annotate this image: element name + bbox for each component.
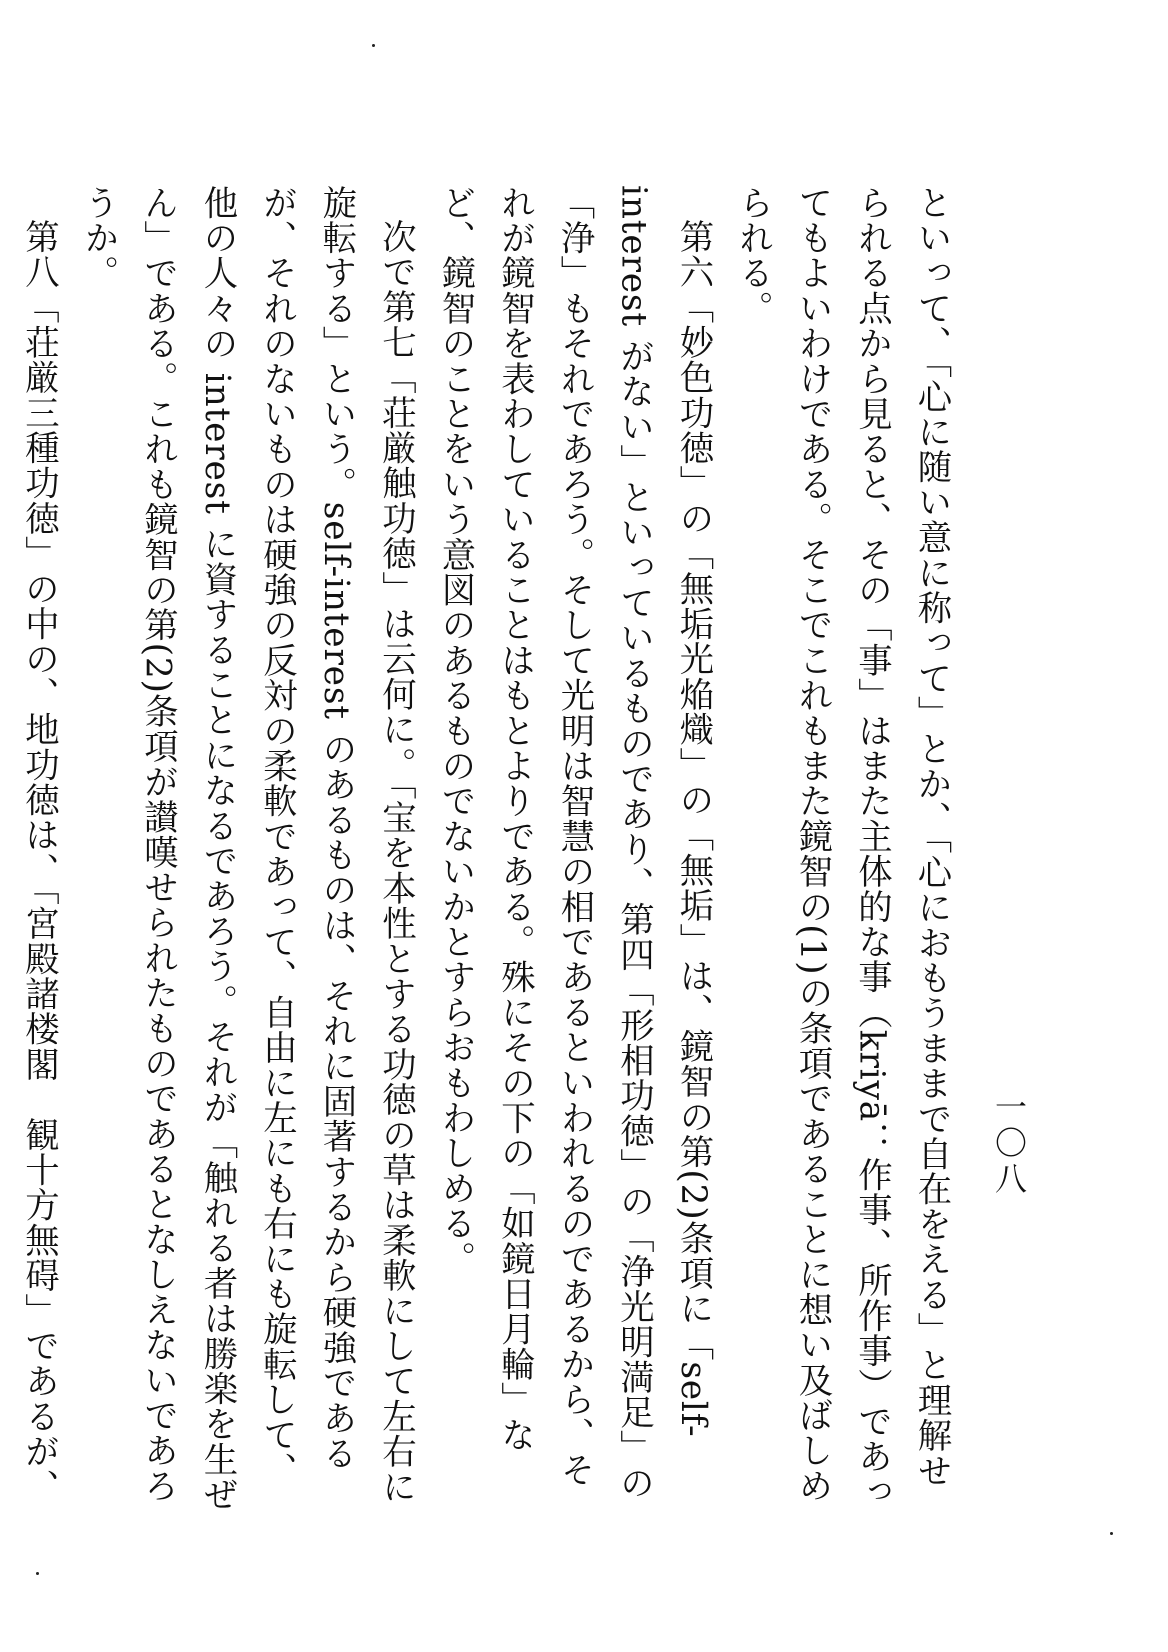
body-text [18,185,960,1515]
scan-speck-left [36,1572,39,1575]
paragraph-2: 第六「妙色功徳」の「無垢光焔熾」の「無垢」は、鏡智の第(2)条項に「self-interest がない」といっているものであり、第四「形相功徳」の「浄光明満足」の「浄」もそれであろう。そして光明は智慧の相であるといわれるのであるから、それが鏡智を表わしていることはもとよりである。殊にその下の「如鏡日月輪」など、鏡智のことをいう意図のあるものでないかとすらおもわしめる。 [435,185,713,1501]
paragraph-4: 第八「荘厳三種功徳」の中の、地功徳は、「宮殿諸楼閣 観十方無碍」であるが、 [18,219,59,1505]
paragraph-3: 次で第七「荘厳触功徳」は云何に。「宝を本性とする功徳の草は柔軟にして左右に旋転する」という。self-interest のあるものは、それに固著するから硬強であるが、それのないものは硬強の反対の柔軟であって、自由に左にも右にも旋転して、他の人々の interest に資することになるであろう。それが「触れる者は勝楽を生ぜん」である。これも鏡智の第(2)条項が讃嘆せられたものであるとなしえないであろうか。 [78,185,416,1513]
page-number: 一〇八 [990,1090,1028,1198]
scan-speck-bottom-right [1110,1532,1113,1535]
paragraph-1: といって、「心に随い意に称って」とか、「心におもうままで自在をえる」と理解せられる点から見ると、その「事」はまた主体的な事（kriyā：作事、所作事）であってもよいわけである。そこでこれもまた鏡智の(1)の条項であることに想い及ばしめられる。 [732,185,951,1510]
scan-speck-top [372,44,375,47]
